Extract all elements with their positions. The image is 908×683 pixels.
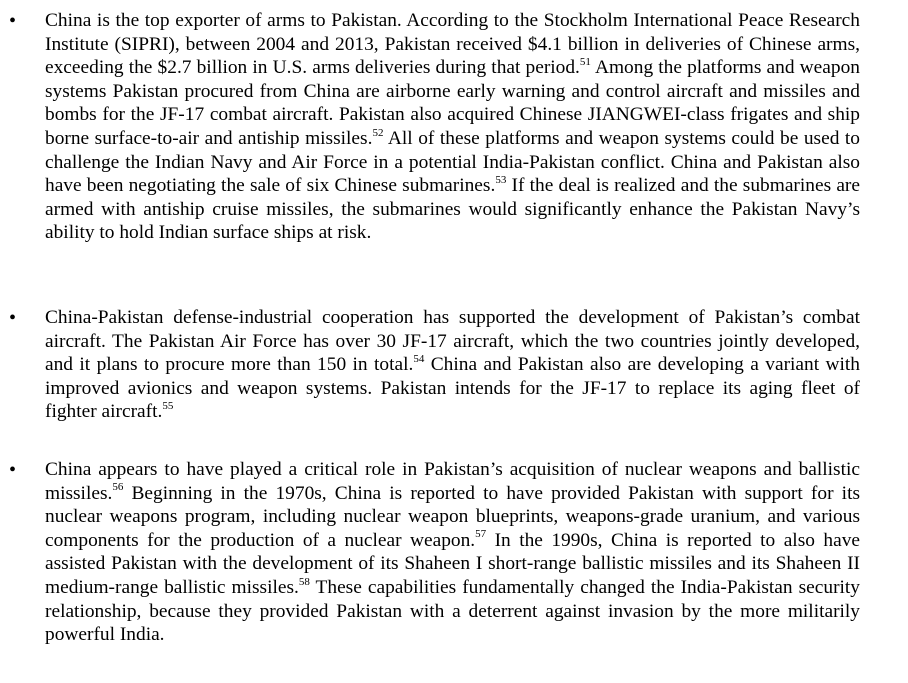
bullet-dot-icon: • (9, 307, 17, 329)
paragraph-text: In the 1990s, China is reported to also have assisted Pakistan with the development of its Shaheen I short-range ballistic missiles and its Shaheen II medium-range ballistic missiles. (45, 529, 860, 598)
bullet-dot-icon: • (9, 10, 17, 32)
paragraph-text: These capabilities fundamentally changed the India-Pakistan security relationship, because they provided Pakistan with a deterrent against invasion by the more militarily powerful India. (45, 576, 860, 646)
paragraph-text: Beginning in the 1970s, China is reported to have provided Pakistan with support for its nuclear weapons program, including nuclear weapon blueprints, weapons-grade uranium, and various components for the production of a nuclear weapon. (45, 482, 860, 551)
paragraph-text: If the deal is realized and the submarines are armed with antiship cruise missiles, the submarines would significantly enhance the Pakistan Navy’s ability to hold Indian surface ships at risk. (45, 175, 860, 244)
footnote-ref[interactable]: 51 (579, 55, 591, 68)
footnote-ref[interactable]: 53 (495, 173, 507, 186)
paragraph-text: China is the top exporter of arms to Pakistan. According to the Stockholm International Peace Research Institute (SIPRI), between 2004 and 2013, Pakistan received $4.1 billion in deliveries of Chinese arms, exceeding the $2.7 billion in U.S. arms deliveries during that period. (45, 10, 860, 79)
paragraph-text: China and Pakistan also are developing a variant with improved avionics and weapon systems. Pakistan intends for the JF-17 to replace its aging fleet of fighter aircraft. (45, 354, 860, 423)
footnote-ref[interactable]: 52 (372, 126, 384, 139)
paragraph-text: Among the platforms and weapon systems Pakistan procured from China are airborne early warning and control aircraft and missiles and bombs for the JF-17 combat aircraft. Pakistan also acquired Chinese JIANGWEI-class frigates and ship borne surface-to-air and antiship missiles. (45, 57, 860, 149)
paragraph-text: China appears to have played a critical role in Pakistan’s acquisition of nuclear weapons and ballistic missiles. (45, 459, 860, 504)
bullet-paragraph (45, 458, 860, 647)
footnote-ref[interactable]: 54 (413, 352, 425, 365)
bullet-paragraph (45, 306, 860, 424)
paragraph-text: China-Pakistan defense-industrial cooperation has supported the development of Pakistan’s combat aircraft. The Pakistan Air Force has over 30 JF-17 aircraft, which the two countries jointly developed, and it plans to procure more than 150 in total. (45, 307, 860, 376)
footnote-ref[interactable]: 58 (298, 575, 310, 588)
bullet-dot-icon: • (9, 459, 17, 481)
footnote-ref[interactable]: 57 (475, 528, 487, 541)
bullet-paragraph (45, 9, 860, 245)
paragraph-text: All of these platforms and weapon systems could be used to challenge the Indian Navy and Air Force in a potential India-Pakistan conflict. China and Pakistan also have been negotiating the sale of six Chinese submarines. (45, 127, 861, 197)
footnote-ref[interactable]: 56 (112, 481, 124, 494)
footnote-ref[interactable]: 55 (162, 399, 174, 412)
